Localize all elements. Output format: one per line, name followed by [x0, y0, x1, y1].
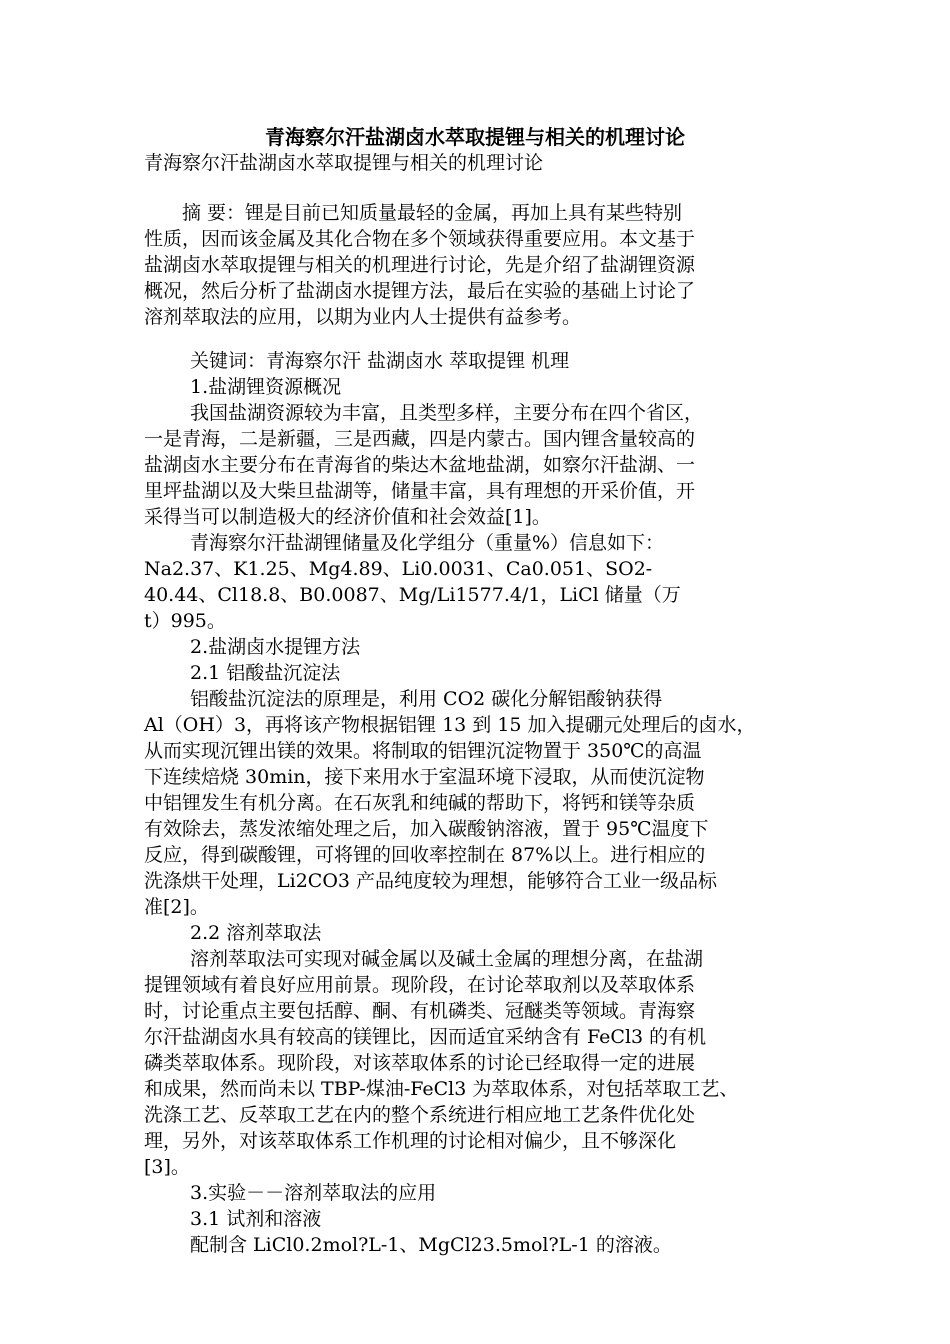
body-line: 时，讨论重点主要包括醇、酮、有机磷类、冠醚类等领域。青海察 — [144, 1000, 696, 1022]
body-line: 提锂领域有着良好应用前景。现阶段，在讨论萃取剂以及萃取体系 — [144, 974, 696, 996]
body-line: 铝酸盐沉淀法的原理是，利用 CO2 碳化分解铝酸钠获得 — [190, 688, 663, 710]
body-line: [3]。 — [144, 1156, 190, 1178]
body-line: 有效除去，蒸发浓缩处理之后，加入碳酸钠溶液，置于 95℃温度下 — [144, 818, 709, 840]
body-line: 我国盐湖资源较为丰富，且类型多样，主要分布在四个省区， — [190, 402, 704, 424]
body-line: 青海察尔汗盐湖锂储量及化学组分（重量%）信息如下： — [190, 532, 665, 554]
abstract-line: 概况，然后分析了盐湖卤水提锂方法，最后在实验的基础上讨论了 — [144, 280, 696, 302]
body-line: 下连续焙烧 30min，接下来用水于室温环境下浸取，从而使沉淀物 — [144, 766, 705, 788]
subtitle-line: 青海察尔汗盐湖卤水萃取提锂与相关的机理讨论 — [144, 152, 544, 174]
body-line: 和成果，然而尚未以 TBP-煤油-FeCl3 为萃取体系，对包括萃取工艺、 — [144, 1078, 739, 1100]
body-line: 尔汗盐湖卤水具有较高的镁锂比，因而适宜采纳含有 FeCl3 的有机 — [144, 1026, 707, 1048]
subsection-heading: 2.2 溶剂萃取法 — [190, 922, 322, 944]
section-heading: 2.盐湖卤水提锂方法 — [190, 636, 361, 658]
abstract-line: 盐湖卤水萃取提锂与相关的机理进行讨论，先是介绍了盐湖锂资源 — [144, 254, 696, 276]
composition-line: t）995。 — [144, 610, 226, 632]
page-title: 青海察尔汗盐湖卤水萃取提锂与相关的机理讨论 — [265, 125, 685, 149]
body-line: 盐湖卤水主要分布在青海省的柴达木盆地盐湖，如察尔汗盐湖、一 — [144, 454, 696, 476]
abstract-line: 性质，因而该金属及其化合物在多个领域获得重要应用。本文基于 — [144, 228, 696, 250]
body-line: 溶剂萃取法可实现对碱金属以及碱土金属的理想分离，在盐湖 — [190, 948, 704, 970]
body-line: 洗涤工艺、反萃取工艺在内的整个系统进行相应地工艺条件优化处 — [144, 1104, 696, 1126]
body-line: 配制含 LiCl0.2mol?L-1、MgCl23.5mol?L-1 的溶液。 — [190, 1234, 672, 1256]
body-line: 磷类萃取体系。现阶段，对该萃取体系的讨论已经取得一定的进展 — [144, 1052, 696, 1074]
keywords-line: 关键词：青海察尔汗 盐湖卤水 萃取提锂 机理 — [190, 350, 570, 372]
body-line: 洗涤烘干处理，Li2CO3 产品纯度较为理想，能够符合工业一级品标 — [144, 870, 718, 892]
subsection-heading: 2.1 铝酸盐沉淀法 — [190, 662, 341, 684]
composition-line: Na2.37、K1.25、Mg4.89、Li0.0031、Ca0.051、SO2- — [144, 558, 653, 580]
composition-line: 40.44、Cl18.8、B0.0087、Mg/Li1577.4/1，LiCl 储量（万 — [144, 584, 681, 606]
body-line: 采得当可以制造极大的经济价值和社会效益[1]。 — [144, 506, 551, 528]
body-line: 里坪盐湖以及大柴旦盐湖等，储量丰富，具有理想的开采价值，开 — [144, 480, 696, 502]
abstract-line: 摘 要：锂是目前已知质量最轻的金属，再加上具有某些特别 — [144, 202, 683, 224]
body-line: 反应，得到碳酸锂，可将锂的回收率控制在 87%以上。进行相应的 — [144, 844, 706, 866]
subsection-heading: 3.1 试剂和溶液 — [190, 1208, 322, 1230]
body-line: Al（OH）3，再将该产物根据铝锂 13 到 15 加入提硼元处理后的卤水， — [144, 714, 756, 736]
body-line: 一是青海，二是新疆，三是西藏，四是内蒙古。国内锂含量较高的 — [144, 428, 696, 450]
abstract-line: 溶剂萃取法的应用，以期为业内人士提供有益参考。 — [144, 306, 582, 328]
section-heading: 3.实验－－溶剂萃取法的应用 — [190, 1182, 437, 1204]
body-line: 从而实现沉锂出镁的效果。将制取的铝锂沉淀物置于 350℃的高温 — [144, 740, 702, 762]
body-line: 理，另外，对该萃取体系工作机理的讨论相对偏少，且不够深化 — [144, 1130, 677, 1152]
body-line: 准[2]。 — [144, 896, 209, 918]
body-line: 中铝锂发生有机分离。在石灰乳和纯碱的帮助下，将钙和镁等杂质 — [144, 792, 696, 814]
section-heading: 1.盐湖锂资源概况 — [190, 376, 342, 398]
